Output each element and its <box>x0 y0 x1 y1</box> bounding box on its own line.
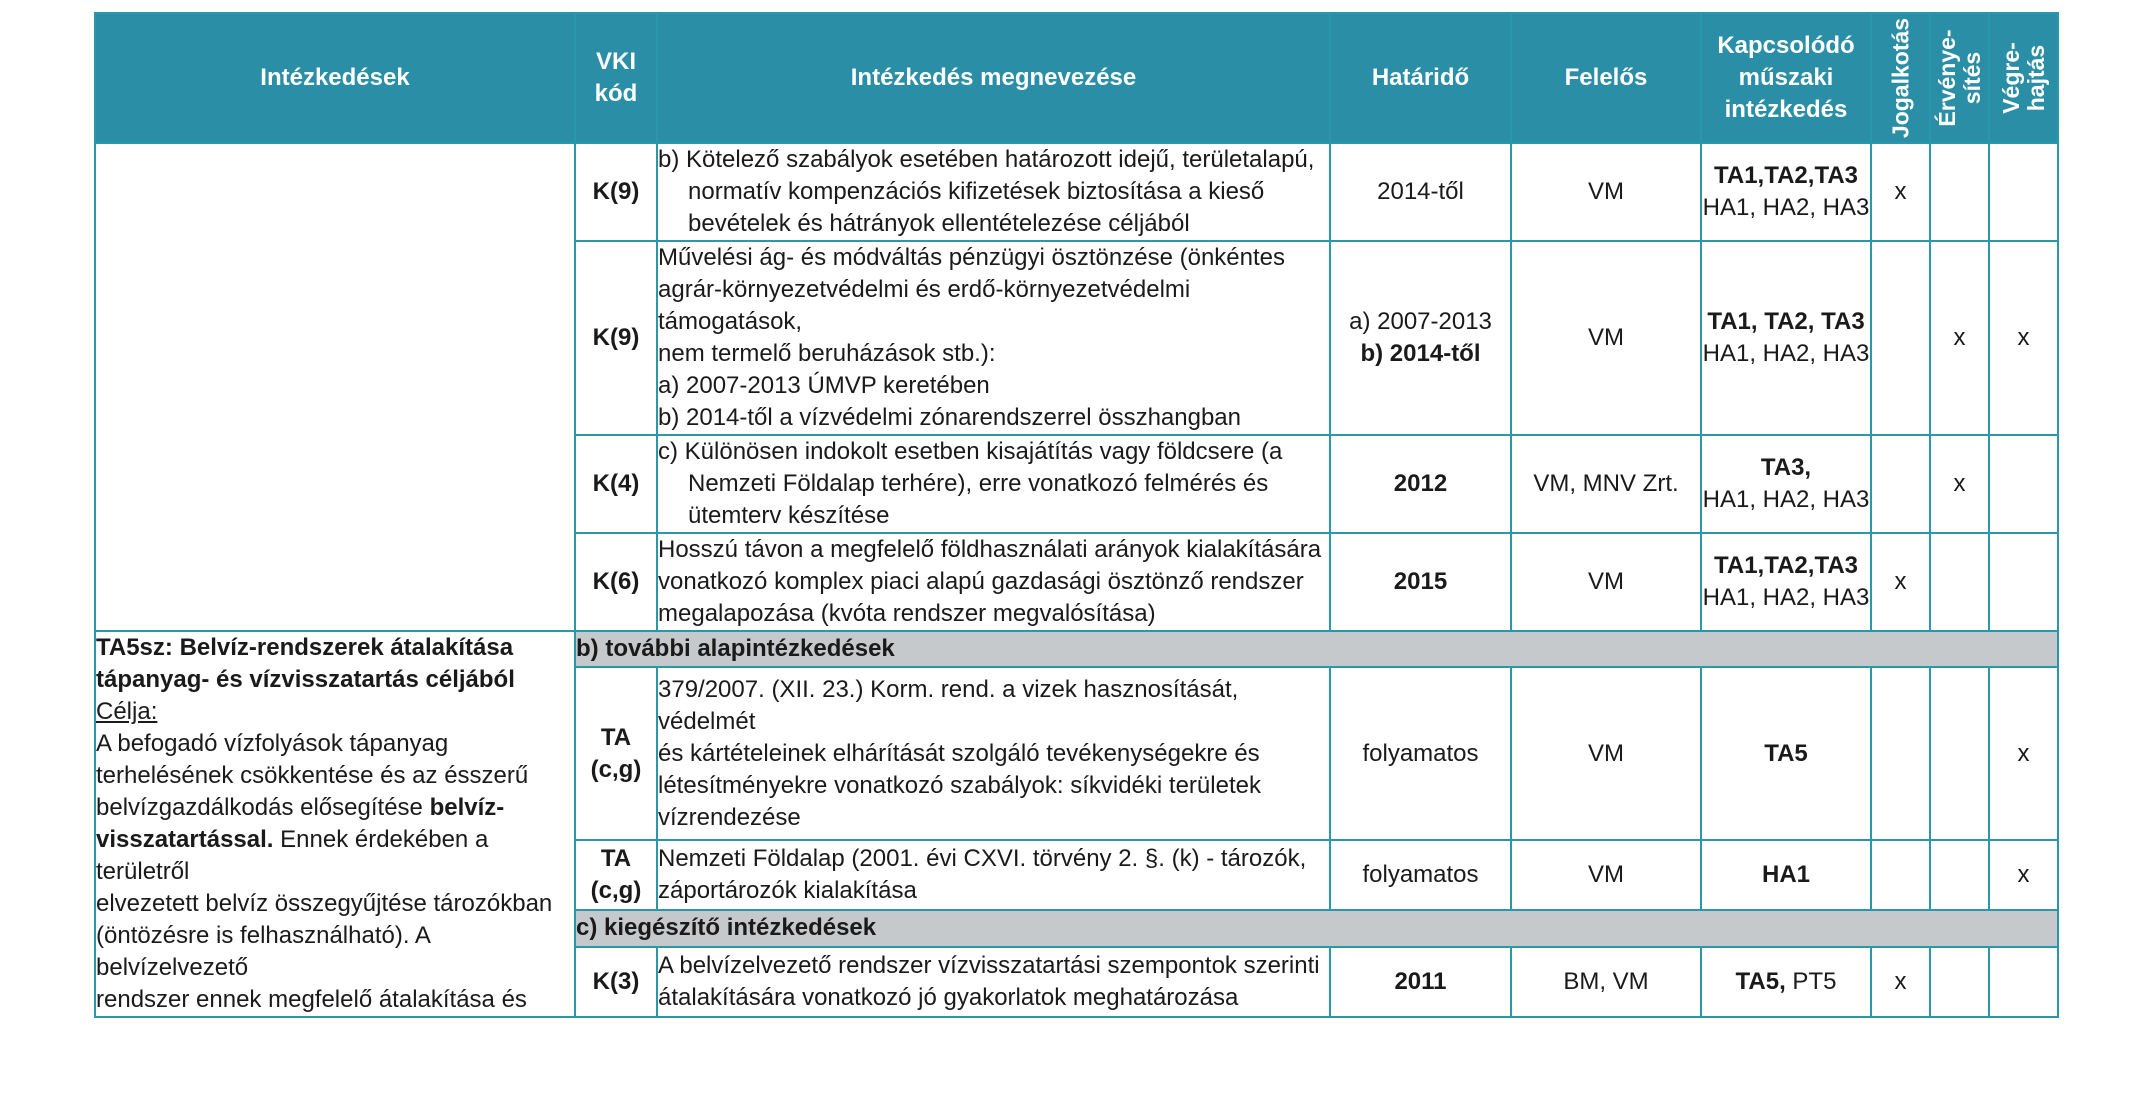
responsible: VM <box>1511 840 1701 910</box>
col-megnevezes: Intézkedés megnevezése <box>657 13 1330 143</box>
mark-ervenyesites <box>1930 533 1989 631</box>
responsible: VM <box>1511 533 1701 631</box>
measure-description: 379/2007. (XII. 23.) Korm. rend. a vizek hasznosítását, védelmét és kártételeinek elhárítását szolgáló tevékenységekre és létesítményekre vonatkozó szabályok: síkvidéki területek vízrendezése <box>657 667 1330 840</box>
mark-jogalkotas: x <box>1871 143 1930 241</box>
mark-vegrehajtas: x <box>1989 241 2058 435</box>
section-c-header: c) kiegészítő intézkedések <box>575 910 2058 946</box>
mark-ervenyesites: x <box>1930 241 1989 435</box>
col-vegrehajtas: Végre- hajtás <box>1989 13 2058 143</box>
deadline: 2014-től <box>1330 143 1511 241</box>
mark-jogalkotas <box>1871 840 1930 910</box>
table-row <box>95 143 2058 241</box>
mark-vegrehajtas <box>1989 947 2058 1017</box>
empty-measure-cell <box>95 143 575 631</box>
col-jogalkotas: Jogalkotás <box>1871 13 1930 143</box>
mark-vegrehajtas: x <box>1989 840 2058 910</box>
mark-vegrehajtas <box>1989 435 2058 533</box>
deadline: 2011 <box>1330 947 1511 1017</box>
responsible: BM, VM <box>1511 947 1701 1017</box>
col-kapcsolodo: Kapcsolódó műszaki intézkedés <box>1701 13 1871 143</box>
vki-code: K(3) <box>575 947 657 1017</box>
col-vki-kod: VKI kód <box>575 13 657 143</box>
related-measures: TA5 <box>1701 667 1871 840</box>
measure-description: c) Különösen indokolt esetben kisajátítás vagy földcsere (a Nemzeti Földalap terhére), erre vonatkozó felmérés és ütemterv készítése <box>657 435 1330 533</box>
col-intezkedesek: Intézkedések <box>95 13 575 143</box>
header-row <box>95 13 2058 143</box>
col-felelos: Felelős <box>1511 13 1701 143</box>
vki-code: TA (c,g) <box>575 667 657 840</box>
vki-code: TA (c,g) <box>575 840 657 910</box>
mark-jogalkotas <box>1871 667 1930 840</box>
deadline: 2015 <box>1330 533 1511 631</box>
mark-vegrehajtas: x <box>1989 667 2058 840</box>
vki-code: K(9) <box>575 241 657 435</box>
vki-code: K(6) <box>575 533 657 631</box>
mark-ervenyesites <box>1930 667 1989 840</box>
col-ervenyesites: Érvénye- sítés <box>1930 13 1989 143</box>
measure-description: A belvízelvezető rendszer vízvisszatartási szempontok szerinti átalakítására vonatkozó jó gyakorlatok meghatározása <box>657 947 1330 1017</box>
responsible: VM <box>1511 143 1701 241</box>
measure-description: b) Kötelező szabályok esetében határozott idejű, területalapú, normatív kompenzációs kifizetések biztosítása a kieső bevételek és hátrányok ellentételezése céljából <box>657 143 1330 241</box>
section-band-row <box>95 631 2058 667</box>
vki-code: K(9) <box>575 143 657 241</box>
responsible: VM, MNV Zrt. <box>1511 435 1701 533</box>
related-measures: TA1, TA2, TA3 HA1, HA2, HA3 <box>1701 241 1871 435</box>
vki-code: K(4) <box>575 435 657 533</box>
ta5-measure-description: TA5sz: Belvíz-rendszerek átalakítása tápanyag- és vízvisszatartás céljából Célja: A befogadó vízfolyások tápanyag terhelésének csökkentése és az ésszerű belvízgazdálkodás elősegítése belvíz- visszatartással. Ennek érdekében a területről elvezetett belvíz összegyűjtése tározókban (öntözésre is felhasználható). A belvízelvezető rendszer ennek megfelelő átalakítása és <box>95 631 575 1017</box>
measure-description: Művelési ág- és módváltás pénzügyi ösztönzése (önkéntes agrár-környezetvédelmi és erdő-környezetvédelmi támogatások, nem termelő beruházások stb.): a) 2007-2013 ÚMVP keretében b) 2014-től a vízvédelmi zónarendszerrel összhangban <box>657 241 1330 435</box>
mark-ervenyesites: x <box>1930 435 1989 533</box>
mark-ervenyesites <box>1930 143 1989 241</box>
responsible: VM <box>1511 241 1701 435</box>
mark-vegrehajtas <box>1989 533 2058 631</box>
mark-jogalkotas: x <box>1871 947 1930 1017</box>
related-measures: TA3, HA1, HA2, HA3 <box>1701 435 1871 533</box>
related-measures: TA1,TA2,TA3 HA1, HA2, HA3 <box>1701 533 1871 631</box>
mark-vegrehajtas <box>1989 143 2058 241</box>
measure-description: Hosszú távon a megfelelő földhasználati arányok kialakítására vonatkozó komplex piaci alapú gazdasági ösztönző rendszer megalapozása (kvóta rendszer megvalósítása) <box>657 533 1330 631</box>
deadline: 2012 <box>1330 435 1511 533</box>
mark-jogalkotas <box>1871 435 1930 533</box>
related-measures: TA5, PT5 <box>1701 947 1871 1017</box>
col-hatarido: Határidő <box>1330 13 1511 143</box>
measures-table <box>94 12 2059 1018</box>
deadline: a) 2007-2013 b) 2014-től <box>1330 241 1511 435</box>
deadline: folyamatos <box>1330 840 1511 910</box>
mark-jogalkotas: x <box>1871 533 1930 631</box>
responsible: VM <box>1511 667 1701 840</box>
related-measures: TA1,TA2,TA3 HA1, HA2, HA3 <box>1701 143 1871 241</box>
mark-ervenyesites <box>1930 840 1989 910</box>
measure-description: Nemzeti Földalap (2001. évi CXVI. törvény 2. §. (k) - tározók, záportározók kialakítása <box>657 840 1330 910</box>
section-b-header: b) további alapintézkedések <box>575 631 2058 667</box>
mark-ervenyesites <box>1930 947 1989 1017</box>
related-measures: HA1 <box>1701 840 1871 910</box>
mark-jogalkotas <box>1871 241 1930 435</box>
deadline: folyamatos <box>1330 667 1511 840</box>
